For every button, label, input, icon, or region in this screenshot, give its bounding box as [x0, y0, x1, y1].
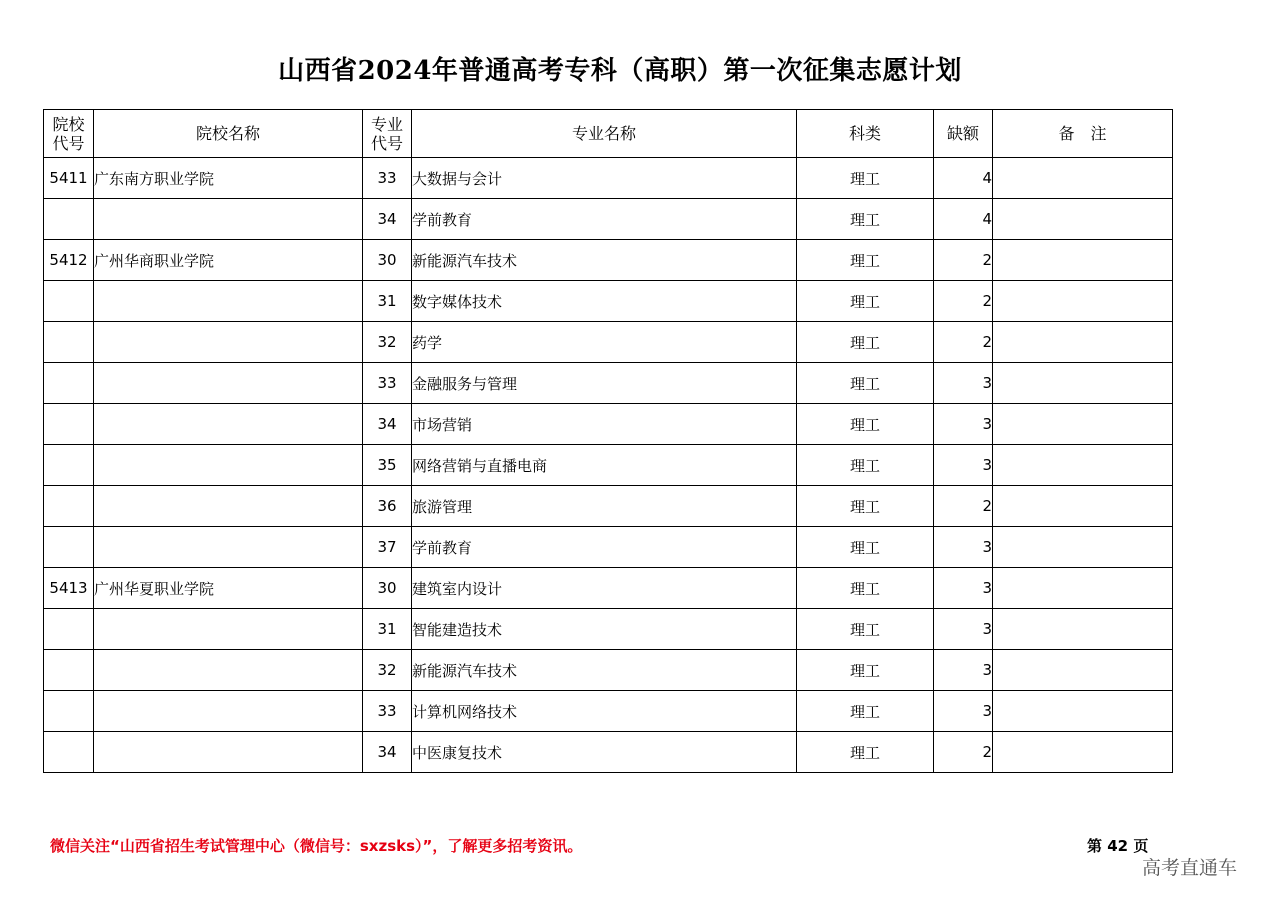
cell-school-name: [94, 322, 363, 363]
cell-category: 理工: [797, 281, 934, 322]
cell-quota: 3: [934, 445, 993, 486]
cell-school-name: [94, 609, 363, 650]
cell-quota: 3: [934, 650, 993, 691]
header-category: 科类: [797, 110, 934, 158]
cell-category: 理工: [797, 363, 934, 404]
cell-note: [993, 486, 1173, 527]
table-row: [44, 404, 1173, 445]
header-major-code: [363, 110, 412, 158]
cell-major-name: 学前教育: [412, 199, 797, 240]
header-school-code: [44, 110, 94, 158]
table-row: [44, 199, 1173, 240]
cell-major-code: 35: [363, 445, 412, 486]
cell-major-name: 旅游管理: [412, 486, 797, 527]
cell-major-name: 新能源汽车技术: [412, 240, 797, 281]
cell-note: [993, 445, 1173, 486]
table-row: [44, 691, 1173, 732]
cell-quota: 3: [934, 404, 993, 445]
table-header-row: [44, 110, 1173, 158]
cell-major-name: 智能建造技术: [412, 609, 797, 650]
table-row: [44, 322, 1173, 363]
cell-quota: 4: [934, 199, 993, 240]
cell-note: [993, 568, 1173, 609]
cell-note: [993, 158, 1173, 199]
cell-note: [993, 322, 1173, 363]
cell-quota: 2: [934, 732, 993, 773]
table-row: [44, 568, 1173, 609]
cell-major-name: 中医康复技术: [412, 732, 797, 773]
cell-category: 理工: [797, 650, 934, 691]
cell-major-code: 33: [363, 363, 412, 404]
cell-school-code: 5411: [44, 158, 94, 199]
cell-category: 理工: [797, 609, 934, 650]
header-school-name: 院校名称: [94, 110, 363, 158]
cell-major-code: 33: [363, 691, 412, 732]
table-row: [44, 158, 1173, 199]
table-row: [44, 486, 1173, 527]
header-quota: 缺额: [934, 110, 993, 158]
cell-major-code: 30: [363, 568, 412, 609]
cell-major-name: 大数据与会计: [412, 158, 797, 199]
cell-category: 理工: [797, 199, 934, 240]
cell-school-code: [44, 691, 94, 732]
watermark: 高考直通车: [1142, 857, 1238, 879]
cell-note: [993, 732, 1173, 773]
cell-major-code: 32: [363, 322, 412, 363]
cell-category: 理工: [797, 404, 934, 445]
cell-school-code: [44, 199, 94, 240]
cell-major-code: 34: [363, 404, 412, 445]
cell-school-name: [94, 732, 363, 773]
cell-major-name: 市场营销: [412, 404, 797, 445]
cell-school-name: [94, 404, 363, 445]
cell-category: 理工: [797, 568, 934, 609]
header-note: 备 注: [993, 110, 1173, 158]
cell-quota: 3: [934, 527, 993, 568]
table-body: [44, 158, 1173, 773]
cell-school-code: [44, 322, 94, 363]
cell-quota: 3: [934, 568, 993, 609]
cell-note: [993, 281, 1173, 322]
cell-note: [993, 199, 1173, 240]
cell-school-name: [94, 486, 363, 527]
header-major-name: 专业名称: [412, 110, 797, 158]
cell-major-name: 建筑室内设计: [412, 568, 797, 609]
table-row: [44, 240, 1173, 281]
table-row: [44, 650, 1173, 691]
cell-school-name: [94, 199, 363, 240]
cell-quota: 2: [934, 486, 993, 527]
cell-major-code: 36: [363, 486, 412, 527]
wechat-notice: 微信关注“山西省招生考试管理中心（微信号：sxzsks）”，了解更多招考资讯。: [50, 837, 583, 855]
cell-major-name: 计算机网络技术: [412, 691, 797, 732]
cell-quota: 3: [934, 609, 993, 650]
cell-category: 理工: [797, 240, 934, 281]
cell-school-code: [44, 609, 94, 650]
cell-quota: 2: [934, 240, 993, 281]
cell-note: [993, 240, 1173, 281]
cell-note: [993, 691, 1173, 732]
cell-major-name: 药学: [412, 322, 797, 363]
cell-quota: 4: [934, 158, 993, 199]
cell-major-code: 33: [363, 158, 412, 199]
document-title: 山西省2024年普通高考专科（高职）第一次征集志愿计划: [278, 56, 962, 86]
cell-school-name: [94, 281, 363, 322]
header-major-code-line2: 代号: [370, 133, 403, 153]
cell-major-code: 34: [363, 732, 412, 773]
cell-school-name: [94, 363, 363, 404]
table-row: [44, 445, 1173, 486]
cell-note: [993, 609, 1173, 650]
cell-school-code: [44, 281, 94, 322]
cell-school-name: [94, 691, 363, 732]
cell-school-code: 5412: [44, 240, 94, 281]
cell-major-name: 学前教育: [412, 527, 797, 568]
table-row: [44, 363, 1173, 404]
cell-category: 理工: [797, 486, 934, 527]
cell-major-code: 31: [363, 609, 412, 650]
cell-school-name: 广东南方职业学院: [94, 158, 363, 199]
cell-note: [993, 363, 1173, 404]
cell-school-code: 5413: [44, 568, 94, 609]
cell-school-code: [44, 527, 94, 568]
cell-major-name: 金融服务与管理: [412, 363, 797, 404]
cell-school-name: [94, 650, 363, 691]
cell-quota: 2: [934, 281, 993, 322]
cell-school-code: [44, 732, 94, 773]
table-row: [44, 281, 1173, 322]
table-row: [44, 527, 1173, 568]
cell-school-code: [44, 404, 94, 445]
cell-major-name: 数字媒体技术: [412, 281, 797, 322]
cell-note: [993, 404, 1173, 445]
cell-school-code: [44, 363, 94, 404]
cell-note: [993, 527, 1173, 568]
cell-category: 理工: [797, 527, 934, 568]
cell-school-name: 广州华夏职业学院: [94, 568, 363, 609]
cell-school-code: [44, 445, 94, 486]
header-school-code-line2: 代号: [52, 133, 85, 153]
cell-quota: 2: [934, 322, 993, 363]
admission-plan-table: [43, 109, 1173, 773]
cell-school-code: [44, 486, 94, 527]
table-row: [44, 732, 1173, 773]
header-school-code-line1: 院校: [52, 114, 85, 134]
cell-category: 理工: [797, 445, 934, 486]
cell-category: 理工: [797, 691, 934, 732]
cell-quota: 3: [934, 691, 993, 732]
cell-category: 理工: [797, 158, 934, 199]
page-number: 第 42 页: [1087, 837, 1149, 855]
cell-quota: 3: [934, 363, 993, 404]
cell-school-name: [94, 527, 363, 568]
cell-major-code: 34: [363, 199, 412, 240]
cell-major-code: 30: [363, 240, 412, 281]
cell-school-code: [44, 650, 94, 691]
header-major-code-line1: 专业: [370, 114, 403, 134]
cell-major-code: 32: [363, 650, 412, 691]
cell-school-name: 广州华商职业学院: [94, 240, 363, 281]
cell-major-name: 新能源汽车技术: [412, 650, 797, 691]
cell-major-name: 网络营销与直播电商: [412, 445, 797, 486]
cell-category: 理工: [797, 732, 934, 773]
cell-major-code: 37: [363, 527, 412, 568]
table-row: [44, 609, 1173, 650]
cell-note: [993, 650, 1173, 691]
cell-school-name: [94, 445, 363, 486]
cell-category: 理工: [797, 322, 934, 363]
cell-major-code: 31: [363, 281, 412, 322]
